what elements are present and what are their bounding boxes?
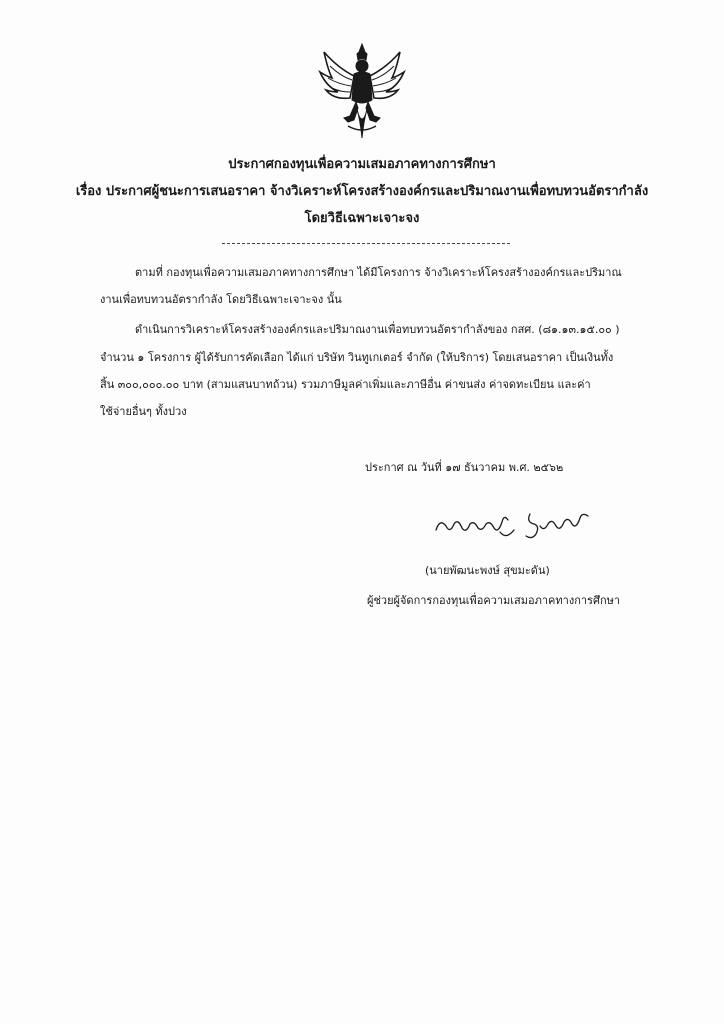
announcement-title: ประกาศกองทุนเพื่อความเสมอภาคทางการศึกษา (228, 157, 496, 172)
announcement-date: ประกาศ ณ วันที่ ๑๗ ธันวาคม พ.ศ. ๒๕๖๒ (365, 461, 564, 474)
paragraph-2-line-1: ดำเนินการวิเคราะห์โครงสร้างองค์กรและปริมาณงานเพื่อทบทวนอัตรากำลังของ กสศ. (๘๑.๑๓.๑๕.๐๐ ) (135, 323, 620, 336)
paragraph-2-line-3: สิ้น ๓๐๐,๐๐๐.๐๐ บาท (สามแสนบาทถ้วน) รวมภาษีมูลค่าเพิ่มและภาษีอื่น ค่าขนส่ง ค่าจดทะเบียน และค่า (100, 378, 591, 391)
paragraph-2-line-2: จำนวน ๑ โครงการ ผู้ได้รับการคัดเลือก ได้แก่ บริษัท วินทูเกเตอร์ จำกัด (ให้บริการ) โดยเสนอราคา เป็นเงินทั้ง (100, 351, 614, 364)
signer-position: ผู้ช่วยผู้จัดการกองทุนเพื่อความเสมอภาคทางการศึกษา (367, 594, 621, 607)
title-divider (222, 243, 510, 244)
paragraph-1-line-1: ตามที่ กองทุนเพื่อความเสมอภาคทางการศึกษา ได้มีโครงการ จ้างวิเคราะห์โครงสร้างองค์กรและปริมาณ (135, 266, 622, 279)
announcement-subject: เรื่อง ประกาศผู้ชนะการเสนอราคา จ้างวิเคราะห์โครงสร้างองค์กรและปริมาณงานเพื่อทบทวนอัตรากำลัง (75, 184, 649, 199)
handwritten-signature (430, 500, 600, 548)
announcement-method: โดยวิธีเฉพาะเจาะจง (304, 211, 420, 226)
signer-name: (นายพัฒนะพงษ์ สุขมะดัน) (425, 564, 550, 577)
garuda-emblem-icon (318, 42, 406, 140)
paragraph-2-line-4: ใช้จ่ายอื่นๆ ทั้งปวง (100, 405, 187, 418)
paragraph-1-line-2: งานเพื่อทบทวนอัตรากำลัง โดยวิธีเฉพาะเจาะจง นั้น (100, 293, 342, 306)
